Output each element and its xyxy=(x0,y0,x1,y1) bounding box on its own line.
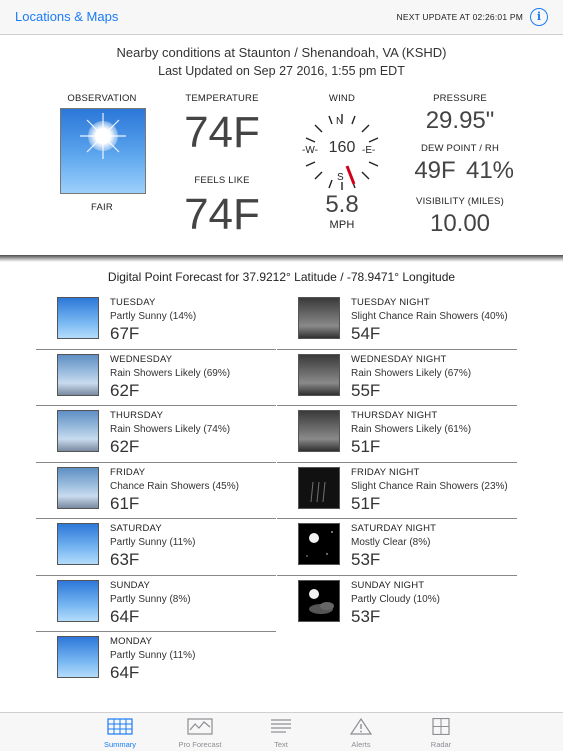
forecast-desc: Partly Sunny (8%) xyxy=(110,593,191,605)
forecast-period: THURSDAY xyxy=(110,410,164,421)
wind-label: WIND xyxy=(328,93,356,104)
forecast-temp: 62F xyxy=(110,380,140,400)
tab-label: Pro Forecast xyxy=(178,740,222,749)
temperature-label: TEMPERATURE xyxy=(185,93,259,104)
tab-label: Text xyxy=(274,740,288,749)
tab-text[interactable] xyxy=(246,713,316,751)
compass-south: S xyxy=(337,172,344,183)
forecast-desc: Rain Showers Likely (74%) xyxy=(110,424,231,435)
rh-value: 41% xyxy=(465,157,515,184)
tab-bar xyxy=(0,712,563,751)
forecast-temp: 53F xyxy=(351,606,381,626)
forecast-item[interactable] xyxy=(36,463,276,520)
forecast-desc: Rain Showers Likely (69%) xyxy=(110,367,231,379)
rain-showers-icon xyxy=(57,467,99,509)
forecast-desc: Chance Rain Showers (45%) xyxy=(110,480,239,492)
forecast-item[interactable] xyxy=(277,293,517,350)
forecast-temp: 61F xyxy=(110,493,140,513)
forecast-item[interactable] xyxy=(36,406,276,463)
tab-label: Alerts xyxy=(351,740,371,749)
forecast-night-column xyxy=(277,293,517,631)
wind-compass-icon xyxy=(302,112,382,192)
partly-sunny-icon xyxy=(57,523,99,565)
visibility-value: 10.00 xyxy=(429,210,491,237)
visibility-label: VISIBILITY (MILES) xyxy=(416,196,504,207)
locations-maps-link[interactable]: Locations & Maps xyxy=(15,9,119,24)
conditions-title: Nearby conditions at Staunton / Shenandoah, VA (KSHD) xyxy=(116,45,447,60)
forecast-desc: Slight Chance Rain Showers (23%) xyxy=(351,480,508,492)
forecast-period: TUESDAY xyxy=(110,297,156,308)
forecast-temp: 64F xyxy=(110,606,140,626)
observation-label: OBSERVATION xyxy=(67,93,137,104)
moon-cloud-icon xyxy=(298,580,340,622)
rain-showers-icon xyxy=(57,410,99,452)
partly-sunny-icon xyxy=(57,636,99,678)
forecast-item[interactable] xyxy=(36,576,276,633)
compass-north: N xyxy=(336,116,344,127)
forecast-item[interactable] xyxy=(277,350,517,407)
forecast-period: SATURDAY xyxy=(110,523,162,534)
night-cloudy-icon xyxy=(298,297,340,339)
forecast-period: SUNDAY xyxy=(110,579,151,591)
forecast-desc: Partly Sunny (11%) xyxy=(110,650,196,661)
tab-label: Radar xyxy=(430,740,452,749)
forecast-item[interactable] xyxy=(277,576,517,632)
rain-showers-icon xyxy=(57,354,99,396)
moon-icon xyxy=(298,523,340,565)
forecast-temp: 51F xyxy=(351,493,381,513)
wind-speed: 5.8 xyxy=(325,191,359,218)
forecast-period: FRIDAY xyxy=(110,466,146,478)
forecast-desc: Partly Cloudy (10%) xyxy=(351,593,440,605)
warning-icon xyxy=(348,718,374,735)
forecast-temp: 63F xyxy=(110,550,140,569)
forecast-temp: 53F xyxy=(351,550,381,569)
text-lines-icon xyxy=(268,718,294,735)
forecast-item[interactable] xyxy=(277,463,517,520)
forecast-temp: 62F xyxy=(110,437,140,456)
tab-radar[interactable] xyxy=(406,713,476,751)
pressure-value: 29.95" xyxy=(425,107,495,134)
pressure-label: PRESSURE xyxy=(433,93,487,104)
forecast-period: MONDAY xyxy=(110,636,153,647)
forecast-period: WEDNESDAY xyxy=(110,353,173,365)
forecast-item[interactable] xyxy=(36,632,276,688)
section-divider xyxy=(0,255,563,262)
forecast-temp: 54F xyxy=(351,324,381,343)
forecast-item[interactable] xyxy=(36,519,276,576)
wind-unit: MPH xyxy=(329,219,355,231)
forecast-day-column xyxy=(36,293,276,688)
forecast-temp: 67F xyxy=(110,324,140,343)
sunny-icon xyxy=(60,108,146,194)
observation-text: FAIR xyxy=(91,202,113,213)
forecast-temp: 64F xyxy=(110,663,140,682)
tab-summary[interactable] xyxy=(85,713,155,751)
tab-alerts[interactable] xyxy=(326,713,396,751)
forecast-item[interactable] xyxy=(277,406,517,463)
forecast-desc: Mostly Clear (8%) xyxy=(351,537,431,548)
forecast-item[interactable] xyxy=(36,293,276,350)
temperature-value: 74F xyxy=(184,108,260,157)
night-showers-icon xyxy=(298,467,340,509)
forecast-item[interactable] xyxy=(277,519,517,576)
last-updated: Last Updated on Sep 27 2016, 1:55 pm EDT xyxy=(158,64,405,78)
feels-like-label: FEELS LIKE xyxy=(194,175,250,186)
night-rain-icon xyxy=(298,410,340,452)
chart-icon xyxy=(187,718,213,735)
next-update-text: NEXT UPDATE AT 02:26:01 PM xyxy=(396,12,523,22)
tab-label: Summary xyxy=(103,740,137,749)
forecast-desc: Slight Chance Rain Showers (40%) xyxy=(351,311,508,322)
forecast-period: THURSDAY NIGHT xyxy=(351,410,438,421)
forecast-desc: Rain Showers Likely (61%) xyxy=(351,424,472,435)
compass-east: -E- xyxy=(362,145,376,156)
forecast-period: FRIDAY NIGHT xyxy=(351,466,420,478)
forecast-desc: Partly Sunny (14%) xyxy=(110,311,197,322)
forecast-period: SATURDAY NIGHT xyxy=(351,523,437,534)
forecast-period: SUNDAY NIGHT xyxy=(351,579,425,591)
top-bar xyxy=(0,0,563,35)
forecast-temp: 55F xyxy=(351,380,381,400)
radar-grid-icon xyxy=(428,718,454,735)
night-rain-icon xyxy=(298,354,340,396)
forecast-desc: Rain Showers Likely (67%) xyxy=(351,367,472,379)
compass-west: -W- xyxy=(302,145,318,156)
forecast-temp: 51F xyxy=(351,437,381,456)
dew-point-value: 49F xyxy=(414,157,456,184)
partly-sunny-icon xyxy=(57,297,99,339)
tab-pro-forecast[interactable] xyxy=(165,713,235,751)
grid-icon xyxy=(107,718,133,735)
forecast-period: TUESDAY NIGHT xyxy=(351,297,430,308)
wind-direction: 160 xyxy=(328,139,356,156)
feels-like-value: 74F xyxy=(184,190,260,239)
forecast-period: WEDNESDAY NIGHT xyxy=(351,353,447,365)
forecast-title: Digital Point Forecast for 37.9212° Latitude / -78.9471° Longitude xyxy=(107,270,456,284)
partly-sunny-icon xyxy=(57,580,99,622)
forecast-item[interactable] xyxy=(36,350,276,407)
current-conditions-panel xyxy=(0,35,563,255)
sun-rays-icon xyxy=(61,109,145,193)
info-icon[interactable]: i xyxy=(530,8,548,26)
dew-rh-label: DEW POINT / RH xyxy=(420,143,500,154)
forecast-desc: Partly Sunny (11%) xyxy=(110,537,196,548)
